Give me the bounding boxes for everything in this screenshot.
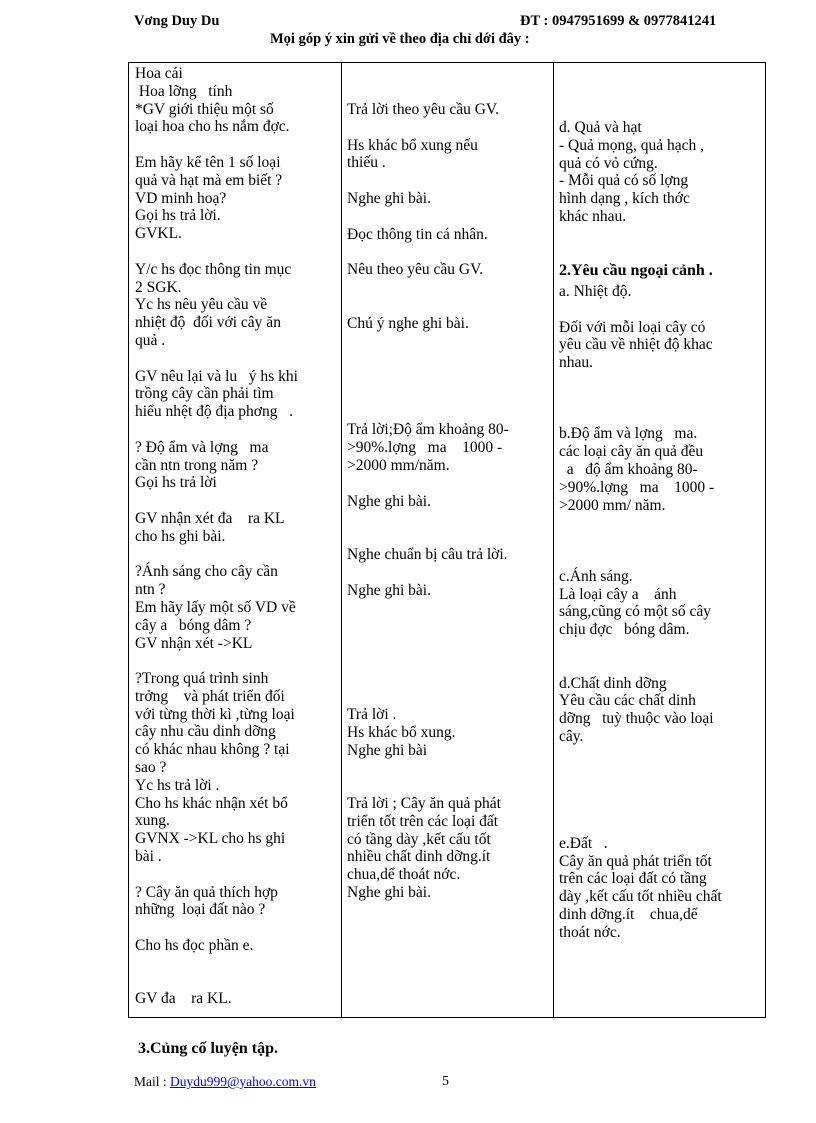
column-divider-1	[341, 63, 342, 1017]
lesson-table	[128, 62, 766, 1018]
author-name: Vơng Duy Du	[134, 13, 220, 29]
contact-note: Mọi góp ý xin gửi về theo địa chỉ dới đây :	[270, 31, 530, 47]
email-link[interactable]: Duydu999@yahoo.com.vn	[170, 1074, 316, 1089]
phone-numbers: ĐT : 0947951699 & 0977841241	[520, 13, 717, 29]
section-title: 3.Củng cố luyện tập.	[138, 1040, 279, 1057]
mail-label: Mail :	[134, 1074, 170, 1089]
student-activity-column: Trả lời theo yêu cầu GV. Hs khác bổ xung nếu thiếu . Nghe ghi bài. Đọc thông tin cá nhân. Nêu theo yêu cầu GV. Chú ý nghe ghi bài. Trả lời;Độ ẩm khoảng 80- >90%.lợng ma 1000 - >2000 mm/năm. Nghe ghi bài. Nghe chuẩn bị câu trả lời. Nghe ghi bài. Trả lời . Hs khác bổ xung. Nghe ghi bài Trả lời ; Cây ăn quả phát triển tốt trên các loại đất có tầng dày ,kết cấu tốt nhiều chất dinh dỡng.ít chua,dể thoát nớc. Nghe ghi bài.	[347, 101, 509, 902]
content-column-part1: d. Quả và hạt - Quả mọng, quả hạch , quả có vỏ cứng. - Mỗi quả có số lợng hình dạng , kích thớc khác nhau.	[559, 119, 705, 225]
teacher-activity-column: Hoa cái Hoa lỡng tính *GV giới thiệu một số loại hoa cho hs nắm đợc. Em hãy kể tên 1 số loại quả và hạt mà em biết ? VD minh hoạ? Gọi hs trả lời. GVKL. Y/c hs đọc thông tin mục 2 SGK. Yc hs nêu yêu cầu về nhiệt độ đối với cây ăn quả . GV nêu lại và lu ý hs khi trồng cây cần phải tìm hiểu nhệt độ địa phơng . ? Độ ẩm và lợng ma cần ntn trong năm ? Gọi hs trả lời GV nhận xét đa ra KL cho hs ghi bài. ?Ánh sáng cho cây cần ntn ? Em hãy lấy một số VD về cây a bóng dâm ? GV nhận xét ->KL ?Trong quá trình sinh trởng và phát triển đối với từng thời kì ,từng loại cây nhu cầu dinh dỡng có khác nhau không ? tại sao ? Yc hs trả lời . Cho hs khác nhận xét bổ xung. GVNX ->KL cho hs ghi bài . ? Cây ăn quả thích hợp những loại đất nào ? Cho hs đọc phần e. GV đa ra KL.	[135, 65, 298, 1008]
content-column-part2: a. Nhiệt độ. Đối với mỗi loại cây có yêu cầu về nhiệt độ khac nhau. b.Độ ẩm và lợng ma. các loại cây ăn quả đều a độ ẩm khoảng 80- >90%.lợng ma 1000 - >2000 mm/ năm. c.Ánh sáng. Là loại cây a ánh sáng,cũng có một số cây chịu đợc bóng dâm. d.Chất dinh dỡng Yêu cầu các chất dinh dỡng tuỳ thuộc vào loại cây. e.Đất . Cây ăn quả phát triển tốt trên các loại đất có tầng dày ,kết cấu tốt nhiều chất dinh dỡng.ít chua,dể thoát nớc.	[559, 283, 722, 941]
column-divider-2	[553, 63, 554, 1017]
footer-mail	[134, 1074, 316, 1090]
content-heading: 2.Yêu cầu ngoại cảnh .	[559, 262, 713, 279]
page-number: 5	[442, 1074, 449, 1089]
